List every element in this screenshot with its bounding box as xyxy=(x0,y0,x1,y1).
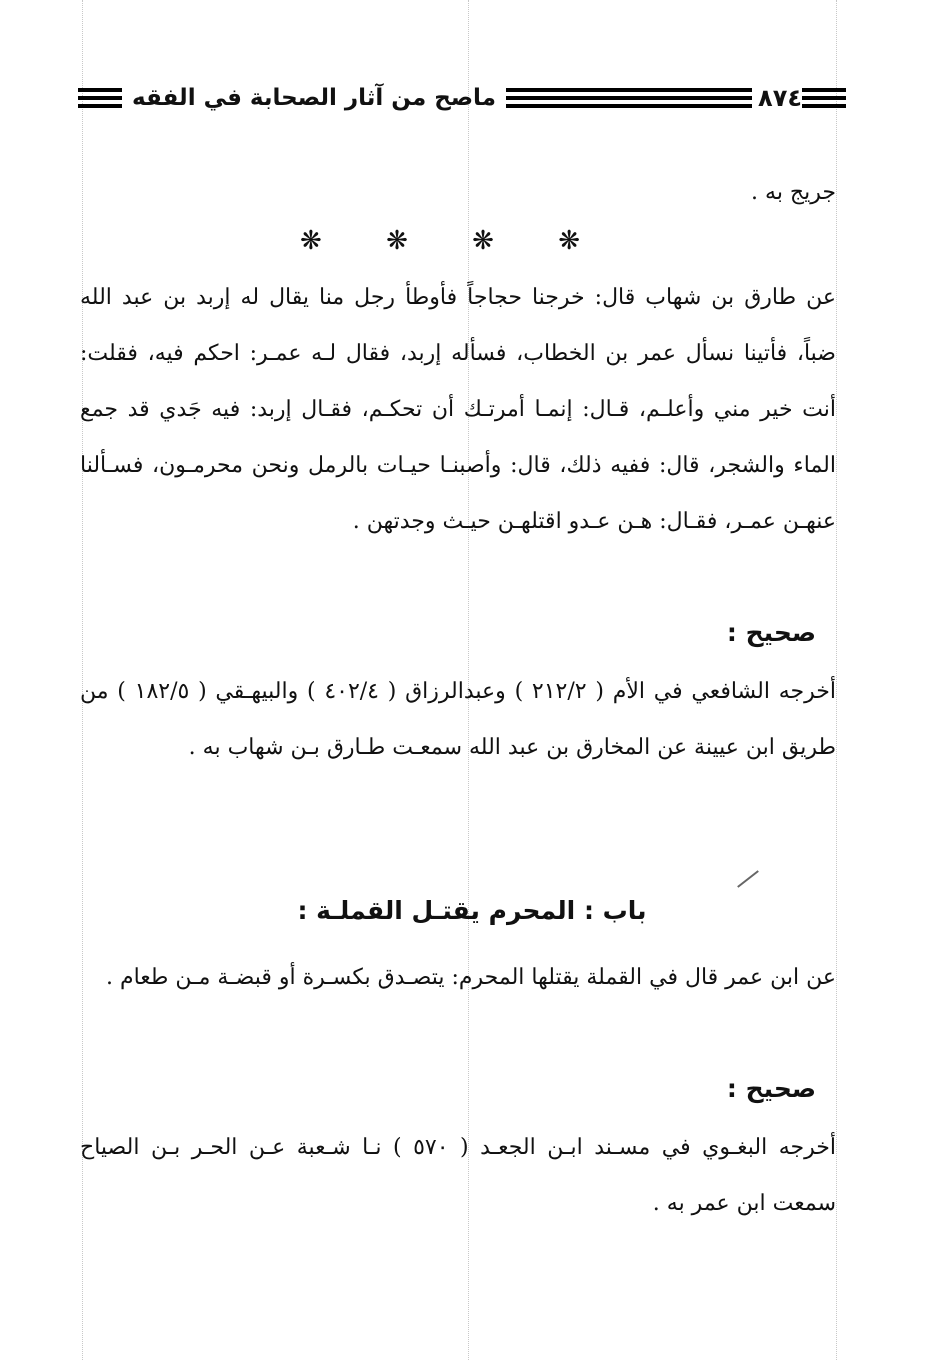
page-number: ٨٧٤ xyxy=(758,84,802,112)
grade-heading: صحيح : xyxy=(726,618,816,647)
grade-heading: صحيح : xyxy=(726,1074,816,1103)
chapter-title: باب : المحرم يقتـل القملـة : xyxy=(297,896,647,925)
running-header xyxy=(78,80,846,116)
separator-star-icon: ❋ xyxy=(300,226,322,256)
separator-star-icon: ❋ xyxy=(386,226,408,256)
takhrij-text: أخرجه الشافعي في الأم ( ٢١٢/٢ ) وعبدالرزاق ( ٤٠٢/٤ ) والبيهـقي ( ١٨٢/٥ ) من طريق ابن عيينة عن المخارق بن عبد الله سمعـت طـارق بـن شهاب به . xyxy=(80,679,836,760)
header-rule xyxy=(506,88,752,108)
separator-star-icon: ❋ xyxy=(472,226,494,256)
separator-star-icon: ❋ xyxy=(558,226,580,256)
scan-guide-line xyxy=(836,0,837,1360)
header-rule xyxy=(78,88,122,108)
section-separator xyxy=(300,226,580,256)
athar-text: عن ابن عمر قال في القملة يقتلها المحرم: يتصـدق بكسـرة أو قبضـة مـن طعام . xyxy=(105,965,836,990)
takhrij-text: أخرجه البغـوي في مسـند ابـن الجعـد ( ٥٧٠ ) نـا شـعبة عـن الحـر بـن الصياح سمعت ابن عمر به . xyxy=(80,1135,836,1216)
continued-text-line: جريج به . xyxy=(751,180,836,205)
scan-mark xyxy=(737,870,759,888)
athar-text: عن طارق بن شهاب قال: خرجنا حجاجاً فأوطأ رجل منا يقال له إربد بن عبد الله ضباً، فأتينا نسأل عمر بن الخطاب، فسأله إربد، فقال لـه عمـر: احكم فيه، فقلت: أنت خير مني وأعلـم، قـال: إنمـا أمرتـك أن تحكـم، فقـال إربد: فيه جَدي قد جمع الماء والشجر، قال: ففيه ذلك، قال: وأصبنـا حيـات بالرمل ونحن محرمـون، فسـألنا عنهـن عمـر، فقـال: هـن عـدو اقتلهـن حيـث وجدتهن . xyxy=(80,285,836,534)
book-title: ماصح من آثار الصحابة في الفقه xyxy=(132,85,496,111)
header-rule xyxy=(802,88,846,108)
